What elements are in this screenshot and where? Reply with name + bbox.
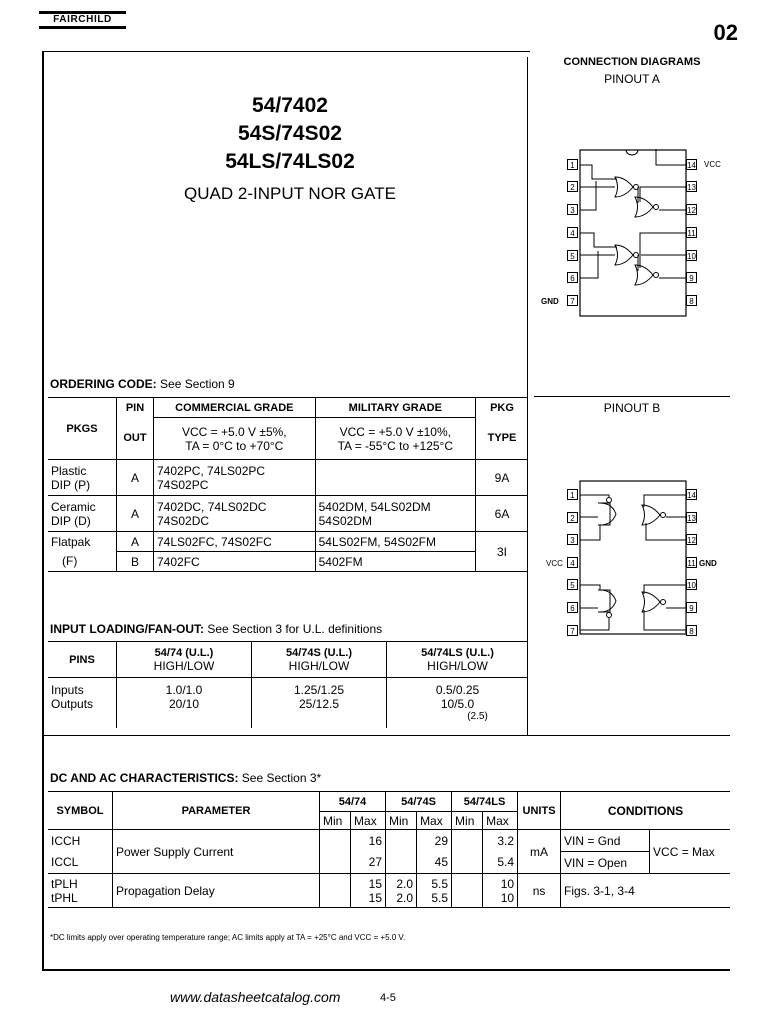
mil-part-1: 5402DM, 54LS02DM xyxy=(318,499,431,514)
pin-out: A xyxy=(117,532,154,552)
comm-part-1: 7402PC, 74LS02PC xyxy=(157,463,266,478)
tphl-54: 15 xyxy=(368,890,383,905)
pin-out: A xyxy=(117,460,154,496)
h-pkgs: PKGS xyxy=(48,398,117,460)
pkg-name: Ceramic xyxy=(51,499,96,514)
dcac-heading-label: DC AND AC CHARACTERISTICS: xyxy=(50,771,239,785)
iccl-54s: 45 xyxy=(417,852,452,874)
comm-cond-2: TA = 0°C to +70°C xyxy=(185,438,284,453)
table-row xyxy=(48,460,528,496)
pin-a-1: 1 xyxy=(567,159,578,170)
right-column-divider xyxy=(527,57,528,735)
iccl-54: 27 xyxy=(351,852,386,874)
h-out: OUT xyxy=(117,418,154,460)
pkg-type: 3I xyxy=(476,532,529,572)
comm-part: 7402FC xyxy=(154,552,316,572)
h-highlow: HIGH/LOW xyxy=(153,658,215,673)
h-commercial: COMMERCIAL GRADE xyxy=(154,398,316,418)
pin-b-1: 1 xyxy=(567,489,578,500)
tphl-54ls: 10 xyxy=(500,890,515,905)
mil-conditions xyxy=(315,418,475,460)
comm-conditions xyxy=(154,418,316,460)
pin-a-2: 2 xyxy=(567,181,578,192)
pin-a-4: 4 xyxy=(567,227,578,238)
ordering-table xyxy=(48,397,528,572)
h-type: TYPE xyxy=(476,418,529,460)
pin-b-3: 3 xyxy=(567,534,578,545)
pin-b-8: 8 xyxy=(686,625,697,636)
logo-text: FAIRCHILD xyxy=(53,14,112,25)
h-highlow: HIGH/LOW xyxy=(427,658,488,673)
v54ls-out: 10/5.0 xyxy=(440,697,475,711)
tplh-54ls: 10 xyxy=(500,876,515,891)
h-min: Min xyxy=(386,812,417,830)
footnote: *DC limits apply over operating temperature range; AC limits apply at TA = +25°C and VCC = +5.0 V. xyxy=(50,933,406,942)
pinout-a-vcc: VCC xyxy=(704,160,721,169)
pin-a-7: 7 xyxy=(567,295,578,306)
comm-part-2: 74S02DC xyxy=(157,513,210,528)
pkg-type: 9A xyxy=(476,460,529,496)
sym-tplh: tPLH xyxy=(51,876,78,891)
tplh-54s-max: 5.5 xyxy=(431,876,449,891)
loading-heading-label: INPUT LOADING/FAN-OUT: xyxy=(50,622,204,636)
table-row xyxy=(48,830,730,852)
v54s-in: 1.25/1.25 xyxy=(293,683,345,697)
h-54-74s: 54/74S xyxy=(386,792,452,812)
units-ma: mA xyxy=(518,830,561,874)
pin-b-13: 13 xyxy=(687,514,696,523)
h-pins: PINS xyxy=(48,642,117,678)
nor-gates-b xyxy=(580,495,686,630)
h-conditions: CONDITIONS xyxy=(561,792,730,830)
h-54-74ls: 54/74LS xyxy=(452,792,518,812)
cond-vin-open: VIN = Open xyxy=(561,852,650,874)
dcac-table xyxy=(48,791,730,908)
row-inputs: Inputs xyxy=(51,683,84,697)
param-power: Power Supply Current xyxy=(113,830,320,874)
cond-figs: Figs. 3-1, 3-4 xyxy=(561,874,730,908)
h-military: MILITARY GRADE xyxy=(315,398,475,418)
top-section-rule xyxy=(42,735,730,736)
comm-part-1: 7402DC, 74LS02DC xyxy=(157,499,267,514)
ordering-ref: See Section 9 xyxy=(160,377,235,391)
tphl-54s-max: 5.5 xyxy=(431,890,449,905)
cond-vcc-max: VCC = Max xyxy=(650,830,730,874)
nor-gates-a xyxy=(580,149,686,285)
cond-vin-gnd: VIN = Gnd xyxy=(561,830,650,852)
fairchild-logo xyxy=(39,11,126,29)
h-54-74: 54/74 xyxy=(320,792,386,812)
pkg-name: Plastic xyxy=(51,463,87,478)
h-max: Max xyxy=(483,812,518,830)
h-units: UNITS xyxy=(518,792,561,830)
pin-a-11: 11 xyxy=(687,229,696,238)
pin-b-5: 5 xyxy=(567,579,578,590)
pinout-b-gnd: GND xyxy=(699,559,717,568)
connection-heading: CONNECTION DIAGRAMS xyxy=(563,56,701,68)
comm-part-2: 74S02PC xyxy=(157,477,209,492)
loading-heading xyxy=(50,622,382,636)
tphl-54s-min: 2.0 xyxy=(396,890,414,905)
pin-b-6: 6 xyxy=(567,602,578,613)
icch-54ls: 3.2 xyxy=(483,830,518,852)
pin-a-12: 12 xyxy=(687,206,696,215)
sym-tphl: tPHL xyxy=(51,890,78,905)
title-line-1: 54/7402 xyxy=(252,94,328,117)
pinout-b-label: PINOUT B xyxy=(603,401,661,415)
pin-a-9: 9 xyxy=(686,272,697,283)
loading-table xyxy=(48,641,528,728)
pin-a-3: 3 xyxy=(567,204,578,215)
tplh-54s-min: 2.0 xyxy=(396,876,414,891)
mil-cond-2: TA = -55°C to +125°C xyxy=(337,438,454,453)
pin-b-14: 14 xyxy=(687,491,696,500)
sym-iccl: ICCL xyxy=(48,852,113,874)
pinout-a-gnd: GND xyxy=(541,297,559,306)
h-54-74ls: 54/74LS (U.L.) xyxy=(421,646,494,659)
icch-54: 16 xyxy=(351,830,386,852)
loading-ref: See Section 3 for U.L. definitions xyxy=(207,622,383,636)
title-line-3: 54LS/74LS02 xyxy=(225,150,355,173)
v54-out: 20/10 xyxy=(168,697,200,711)
v54-in: 1.0/1.0 xyxy=(165,683,203,697)
param-prop-delay: Propagation Delay xyxy=(113,874,320,908)
pkg-name: Flatpak xyxy=(48,532,117,552)
h-pin: PIN xyxy=(117,398,154,418)
pinout-b-vcc: VCC xyxy=(546,559,563,568)
pin-a-6: 6 xyxy=(567,272,578,283)
pin-a-10: 10 xyxy=(687,252,696,261)
table-row xyxy=(48,552,528,572)
h-parameter: PARAMETER xyxy=(113,792,320,830)
pin-b-11: 11 xyxy=(687,559,696,568)
pin-a-5: 5 xyxy=(567,250,578,261)
pin-out: A xyxy=(117,496,154,532)
page-code: 02 xyxy=(713,20,738,45)
h-54-74: 54/74 (U.L.) xyxy=(154,646,214,659)
footer-url[interactable]: www.datasheetcatalog.com xyxy=(170,989,341,1005)
chip-a-notch xyxy=(626,150,638,155)
pin-b-2: 2 xyxy=(567,512,578,523)
dcac-heading xyxy=(50,771,321,785)
dcac-ref: See Section 3* xyxy=(241,771,322,785)
row-outputs: Outputs xyxy=(51,697,94,711)
v54ls-extra: (2.5) xyxy=(467,711,488,722)
pkg-sub: (F) xyxy=(48,552,117,572)
pkg-sub: DIP (P) xyxy=(51,477,91,492)
pinout-a-label: PINOUT A xyxy=(604,72,660,86)
tplh-54: 15 xyxy=(368,876,383,891)
pkg-sub: DIP (D) xyxy=(51,513,91,528)
h-symbol: SYMBOL xyxy=(48,792,113,830)
pin-a-14: 14 xyxy=(687,161,696,170)
h-min: Min xyxy=(320,812,351,830)
table-row xyxy=(48,496,528,532)
v54ls-in: 0.5/0.25 xyxy=(435,683,480,697)
footer-page: 4-5 xyxy=(380,992,396,1004)
pin-out: B xyxy=(117,552,154,572)
pin-a-8: 8 xyxy=(686,295,697,306)
mil-part: 54LS02FM, 54S02FM xyxy=(315,532,475,552)
h-pkg: PKG xyxy=(476,398,529,418)
icch-54s: 29 xyxy=(417,830,452,852)
h-highlow: HIGH/LOW xyxy=(288,658,350,673)
comm-cond-1: VCC = +5.0 V ±5%, xyxy=(181,424,287,439)
mil-cond-1: VCC = +5.0 V ±10%, xyxy=(339,424,451,439)
pkg-type: 6A xyxy=(476,496,529,532)
v54s-out: 25/12.5 xyxy=(298,697,340,711)
pin-b-4: 4 xyxy=(567,557,578,568)
iccl-54ls: 5.4 xyxy=(483,852,518,874)
h-max: Max xyxy=(417,812,452,830)
h-max: Max xyxy=(351,812,386,830)
top-rule xyxy=(44,51,530,52)
table-row xyxy=(48,874,730,908)
h-min: Min xyxy=(452,812,483,830)
table-row xyxy=(48,532,528,552)
sym-icch: ICCH xyxy=(48,830,113,852)
ordering-heading-label: ORDERING CODE: xyxy=(50,377,157,391)
pin-b-9: 9 xyxy=(686,602,697,613)
pin-b-7: 7 xyxy=(567,625,578,636)
subtitle: QUAD 2-INPUT NOR GATE xyxy=(184,184,396,203)
pinout-separator xyxy=(534,396,730,397)
pin-b-12: 12 xyxy=(687,536,696,545)
pin-a-13: 13 xyxy=(687,183,696,192)
mil-part: 5402FM xyxy=(315,552,475,572)
h-54-74s: 54/74S (U.L.) xyxy=(285,646,353,659)
units-ns: ns xyxy=(518,874,561,908)
title-line-2: 54S/74S02 xyxy=(238,122,342,145)
pin-b-10: 10 xyxy=(687,581,696,590)
chip-b-body xyxy=(580,481,686,634)
mil-part-2: 54S02DM xyxy=(318,513,372,528)
ordering-heading xyxy=(50,377,235,391)
comm-part: 74LS02FC, 74S02FC xyxy=(154,532,316,552)
